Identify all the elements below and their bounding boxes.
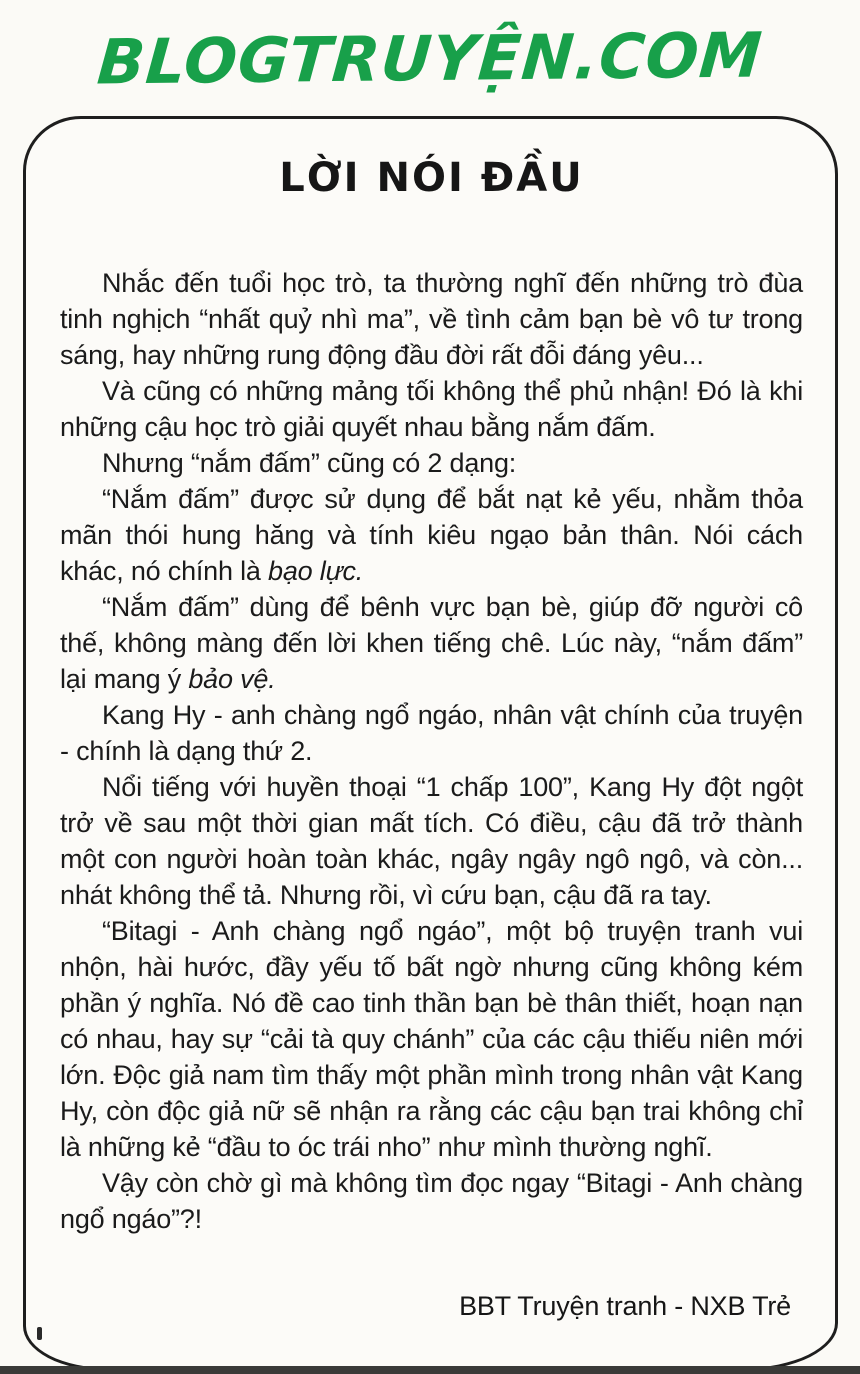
paragraph [60, 589, 803, 697]
text-run: “Nắm đấm” dùng để bênh vực bạn bè, giúp đỡ người cô thế, không màng đến lời khen tiếng chê. Lúc này, “nắm đấm” lại mang ý [60, 592, 803, 694]
page-title: LỜI NÓI ĐẦU [279, 155, 584, 201]
paragraph [60, 913, 803, 1165]
paragraph [60, 769, 803, 913]
paragraph [60, 445, 803, 481]
blogtruyen-logo: BLOGTRUYỆN.COM [94, 18, 766, 98]
text-run: Nhắc đến tuổi học trò, ta thường nghĩ đến những trò đùa tinh nghịch “nhất quỷ nhì ma”, về tình cảm bạn bè vô tư trong sáng, hay những rung động đầu đời rất đỗi đáng yêu... [60, 268, 803, 370]
text-run: Vậy còn chờ gì mà không tìm đọc ngay “Bitagi - Anh chàng ngổ ngáo”?! [60, 1168, 803, 1234]
scan-bottom-edge [0, 1366, 860, 1374]
text-run: Và cũng có những mảng tối không thể phủ nhận! Đó là khi những cậu học trò giải quyết nhau bằng nắm đấm. [60, 376, 803, 442]
text-run: “Nắm đấm” được sử dụng để bắt nạt kẻ yếu, nhằm thỏa mãn thói hung hăng và tính kiêu ngạo bản thân. Nói cách khác, nó chính là [60, 484, 803, 586]
site-header [0, 0, 860, 116]
paragraph [60, 697, 803, 769]
paragraph [60, 265, 803, 373]
paragraph [60, 481, 803, 589]
text-run: Nhưng “nắm đấm” cũng có 2 dạng: [102, 448, 517, 478]
text-run: Nổi tiếng với huyền thoại “1 chấp 100”, Kang Hy đột ngột trở về sau một thời gian mất tích. Có điều, cậu đã trở thành một con người hoàn toàn khác, ngây ngây ngô ngô, và còn... nhát không thể tả. Nhưng rồi, vì cứu bạn, cậu đã ra tay. [60, 772, 803, 910]
paragraph [60, 373, 803, 445]
text-run: “Bitagi - Anh chàng ngổ ngáo”, một bộ truyện tranh vui nhộn, hài hước, đầy yếu tố bất ngờ nhưng cũng không kém phần ý nghĩa. Nó đề cao tinh thần bạn bè thân thiết, hoạn nạn có nhau, hay sự “cải tà quy chánh” của các cậu thiếu niên mới lớn. Độc giả nam tìm thấy một phần mình trong nhân vật Kang Hy, còn độc giả nữ sẽ nhận ra rằng các cậu bạn trai không chỉ là những kẻ “đầu to óc trái nho” như mình thường nghĩ. [60, 916, 803, 1162]
paragraph [60, 1165, 803, 1237]
emphasized-text: bạo lực. [268, 556, 364, 586]
foreword-frame [23, 116, 838, 1371]
scan-speck-artifact [37, 1327, 42, 1340]
text-run: Kang Hy - anh chàng ngổ ngáo, nhân vật chính của truyện - chính là dạng thứ 2. [60, 700, 803, 766]
signature: BBT Truyện tranh - NXB Trẻ [459, 1291, 791, 1321]
emphasized-text: bảo vệ. [188, 664, 276, 694]
foreword-body [60, 265, 803, 1237]
